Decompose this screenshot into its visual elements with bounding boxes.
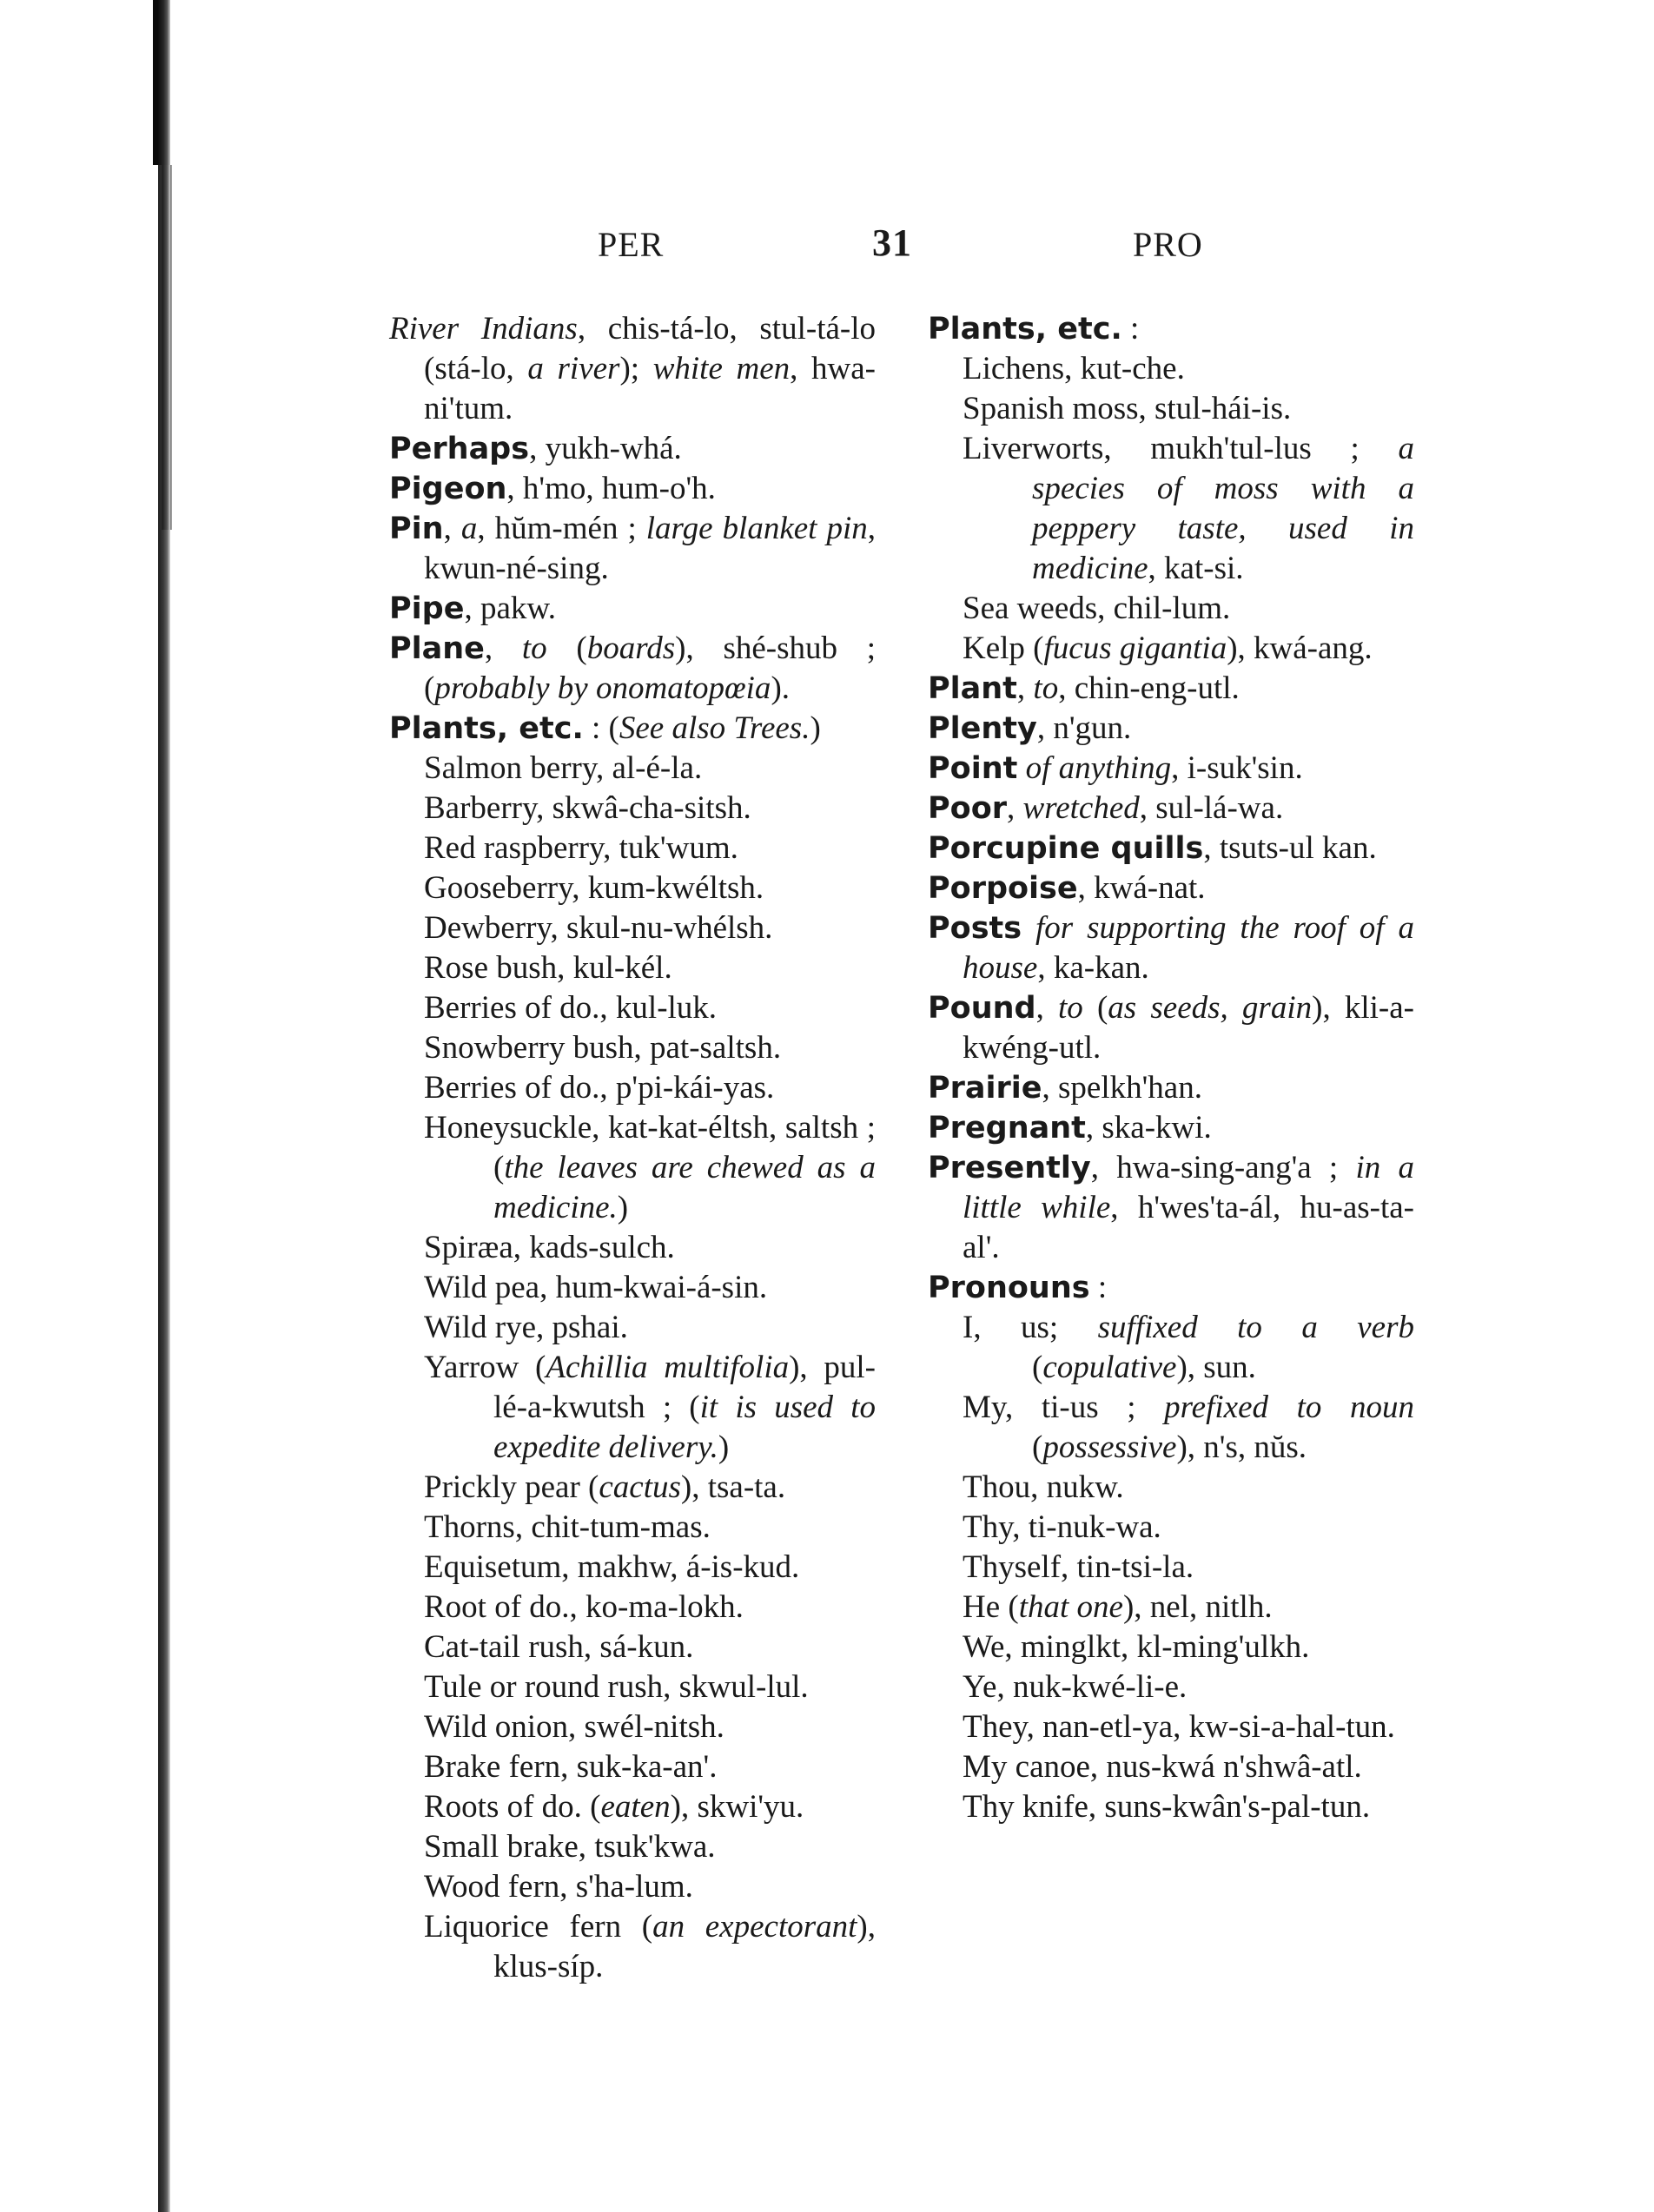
entry-text: Berries of do., kul-luk. — [424, 990, 718, 1026]
sub-entry — [389, 1068, 876, 1108]
entry-text: , kwá-nat. — [1077, 870, 1206, 906]
entry-text: , kat-si. — [1148, 551, 1244, 586]
entry-text: Small brake, tsuk'kwa. — [424, 1829, 716, 1865]
entry-text: Brake fern, suk-ka-an'. — [424, 1749, 718, 1785]
headword: Pin — [389, 512, 444, 546]
headword: Porcupine quills — [928, 831, 1204, 866]
sub-entry — [389, 789, 876, 829]
entry-text: , yukh-whá. — [529, 431, 682, 466]
entry-text: Barberry, skwâ-cha-sitsh. — [424, 790, 751, 826]
italic-text: probably by onomatopœia — [434, 670, 771, 706]
italic-text: wretched — [1022, 790, 1140, 826]
headword: Point — [928, 751, 1018, 786]
entry-text: Equisetum, makhw, á-is-kud. — [424, 1549, 800, 1585]
italic-text: a river — [527, 351, 620, 386]
entry-text: , pakw. — [464, 591, 556, 626]
entry-text: , i-suk'sin. — [1171, 750, 1303, 786]
entry-text: Berries of do., p'pi-kái-yas. — [424, 1070, 775, 1106]
entry-text: ), kli-a-kwéng-utl. — [963, 990, 1414, 1066]
italic-text: River Indians — [389, 311, 578, 347]
entry-text: Thy, ti-nuk-wa. — [963, 1509, 1161, 1545]
entry-text: Dewberry, skul-nu-whélsh. — [424, 910, 773, 946]
sub-entry — [389, 1907, 876, 1987]
sub-entry — [389, 908, 876, 948]
italic-text: that one — [1018, 1589, 1123, 1625]
sub-entry — [389, 1548, 876, 1588]
italic-text: in a little while — [963, 1150, 1415, 1225]
italic-text: of anything — [1025, 750, 1172, 786]
dictionary-entry — [928, 709, 1414, 749]
dictionary-entry — [928, 1268, 1414, 1308]
sub-entry — [389, 1028, 876, 1068]
entry-text: Salmon berry, al-é-la. — [424, 750, 703, 786]
dictionary-entry — [928, 1108, 1414, 1148]
headword: Pipe — [389, 591, 465, 626]
entry-text: , spelkh'han. — [1042, 1070, 1202, 1106]
binding-edge — [158, 0, 170, 2212]
right-column — [928, 309, 1414, 1827]
headword: Plane — [389, 631, 485, 666]
dictionary-entry — [928, 749, 1414, 789]
entry-text: : — [1121, 311, 1140, 347]
entry-text: My canoe, nus-kwá n'shwâ-atl. — [963, 1749, 1362, 1785]
entry-text: , h'wes'ta-ál, hu-as-ta-al'. — [963, 1190, 1414, 1265]
sub-entry — [928, 349, 1414, 389]
entry-text: Yarrow ( — [424, 1350, 546, 1385]
dictionary-entry — [928, 988, 1414, 1068]
entry-text: ). — [771, 670, 791, 706]
entry-text: Ye, nuk-kwé-li-e. — [963, 1669, 1188, 1705]
entry-text: Liquorice fern ( — [424, 1909, 653, 1945]
dictionary-entry — [389, 709, 876, 749]
continued-entry — [389, 309, 876, 429]
dictionary-entry — [928, 829, 1414, 868]
entry-text: Kelp ( — [963, 631, 1044, 666]
entry-text: ), n's, nŭs. — [1176, 1430, 1307, 1465]
entry-text: Wood fern, s'ha-lum. — [424, 1869, 693, 1905]
sub-entry — [389, 1827, 876, 1867]
entry-text: ( — [1082, 990, 1108, 1026]
entry-text: Root of do., ko-ma-lokh. — [424, 1589, 744, 1625]
dictionary-entry — [928, 908, 1414, 988]
sub-entry — [389, 868, 876, 908]
sub-entry — [928, 1628, 1414, 1667]
headword: Pregnant — [928, 1111, 1086, 1146]
headword: Porpoise — [928, 871, 1078, 906]
sub-entry — [928, 1787, 1414, 1827]
entry-text: Spanish moss, stul-hái-is. — [963, 391, 1292, 426]
entry-text: Wild rye, pshai. — [424, 1310, 628, 1345]
entry-text: , hwa-sing-ang'a ; — [1090, 1150, 1356, 1185]
italic-text: eaten — [600, 1789, 671, 1825]
headword: Perhaps — [389, 432, 530, 466]
dictionary-entry — [928, 1068, 1414, 1108]
sub-entry — [389, 988, 876, 1028]
entry-text: , kwun-né-sing. — [424, 511, 876, 586]
sub-entry — [389, 1867, 876, 1907]
entry-text: ), pul-lé-a-kwutsh ; ( — [493, 1350, 876, 1425]
entry-text: : — [1089, 1270, 1108, 1305]
entry-text: : ( — [583, 710, 619, 746]
sub-entry — [928, 629, 1414, 669]
headword: Prairie — [928, 1071, 1042, 1106]
entry-text: Rose bush, kul-kél. — [424, 950, 672, 986]
sub-entry — [928, 1388, 1414, 1468]
entry-text: , ka-kan. — [1037, 950, 1149, 986]
entry-text: Thy knife, suns-kwân's-pal-tun. — [963, 1789, 1371, 1825]
dictionary-entry — [928, 1148, 1414, 1268]
italic-text: boards — [586, 631, 676, 666]
italic-text: prefixed to noun — [1164, 1390, 1414, 1425]
sub-entry — [928, 1508, 1414, 1548]
italic-text: possessive — [1042, 1430, 1177, 1465]
entry-text: ), tsa-ta. — [680, 1469, 786, 1505]
italic-text: to — [1058, 990, 1083, 1026]
entry-text: , n'gun. — [1036, 710, 1132, 746]
entry-text: Gooseberry, kum-kwéltsh. — [424, 870, 764, 906]
entry-text — [1017, 750, 1025, 786]
entry-text: My, ti-us ; — [963, 1390, 1165, 1425]
sub-entry — [928, 1588, 1414, 1628]
dictionary-entry — [928, 669, 1414, 709]
italic-text: to — [1033, 670, 1059, 706]
entry-text: Thou, nukw. — [963, 1469, 1124, 1505]
italic-text: large blanket pin — [645, 511, 868, 546]
sub-entry — [389, 1628, 876, 1667]
entry-text: ( — [546, 631, 587, 666]
dictionary-entry — [389, 629, 876, 709]
sub-entry — [389, 749, 876, 789]
sub-entry — [928, 1548, 1414, 1588]
entry-text: , hwa-ni'tum. — [424, 351, 876, 426]
entry-text: Honeysuckle, kat-kat-éltsh, saltsh ; ( — [424, 1110, 876, 1185]
entry-text: Sea weeds, chil-lum. — [963, 591, 1231, 626]
headword: Posts — [928, 911, 1022, 946]
dictionary-entry — [389, 589, 876, 629]
entry-text: I, us; — [963, 1310, 1098, 1345]
headword: Plenty — [928, 711, 1037, 746]
sub-entry — [389, 1747, 876, 1787]
entry-text: Red raspberry, tuk'wum. — [424, 830, 738, 866]
sub-entry — [389, 1588, 876, 1628]
sub-entry — [389, 1348, 876, 1468]
headword: Pigeon — [389, 472, 507, 506]
entry-text: , chis-tá-lo, stul-tá-lo (stá-lo, — [424, 311, 876, 386]
italic-text: an expectorant — [652, 1909, 857, 1945]
entry-text: ); — [619, 351, 653, 386]
entry-text: Prickly pear ( — [424, 1469, 599, 1505]
sub-entry — [389, 1667, 876, 1707]
sub-entry — [389, 1308, 876, 1348]
entry-text: Roots of do. ( — [424, 1789, 601, 1825]
entry-text: ), nel, nitlh. — [1122, 1589, 1273, 1625]
dictionary-entry — [928, 309, 1414, 349]
entry-text — [1022, 910, 1035, 946]
dictionary-entry — [928, 789, 1414, 829]
sub-entry — [928, 1707, 1414, 1747]
running-head-right: PRO — [1133, 225, 1203, 264]
dictionary-entry — [389, 469, 876, 509]
italic-text: a — [460, 511, 478, 546]
dictionary-entry — [928, 868, 1414, 908]
entry-text: , — [484, 631, 522, 666]
entry-text: , ska-kwi. — [1085, 1110, 1212, 1146]
page-number: 31 — [872, 221, 912, 264]
italic-text: Achillia multifolia — [546, 1350, 790, 1385]
sub-entry — [389, 1268, 876, 1308]
sub-entry — [389, 1707, 876, 1747]
entry-text: , hŭm-mén ; — [477, 511, 646, 546]
sub-entry — [389, 829, 876, 868]
entry-text: Wild pea, hum-kwai-á-sin. — [424, 1270, 768, 1305]
entry-text: He ( — [963, 1589, 1019, 1625]
entry-text: ) — [718, 1430, 730, 1465]
italic-text: the leaves are chewed as a medicine. — [493, 1150, 876, 1225]
sub-entry — [389, 1468, 876, 1508]
left-column — [389, 309, 876, 1987]
entry-text: ), shé-shub ; ( — [424, 631, 876, 706]
sub-entry — [389, 948, 876, 988]
entry-text: Tule or round rush, skwul-lul. — [424, 1669, 809, 1705]
italic-text: cactus — [599, 1469, 681, 1505]
italic-text: a species of moss with a peppery taste, used in medicine — [1032, 431, 1414, 586]
italic-text: it is used to expedite delivery. — [493, 1390, 876, 1465]
headword: Plants, etc. — [389, 711, 584, 746]
dictionary-entry — [389, 429, 876, 469]
headword: Presently — [928, 1151, 1091, 1185]
sub-entry — [928, 589, 1414, 629]
entry-text: ), klus-síp. — [493, 1909, 876, 1984]
entry-text: Thyself, tin-tsi-la. — [963, 1549, 1194, 1585]
italic-text: suffixed to a verb — [1097, 1310, 1415, 1345]
headword: Plants, etc. — [928, 312, 1122, 347]
italic-text: to — [521, 631, 547, 666]
entry-text: , sul-lá-wa. — [1139, 790, 1284, 826]
italic-text: See also Trees. — [619, 710, 810, 746]
entry-text: Liverworts, mukh'tul-lus ; — [963, 431, 1399, 466]
italic-text: as seeds, grain — [1108, 990, 1313, 1026]
entry-text: Snowberry bush, pat-saltsh. — [424, 1030, 782, 1066]
entry-text: , — [1016, 670, 1034, 706]
entry-text: , — [1007, 790, 1023, 826]
entry-text: , — [1035, 990, 1059, 1026]
entry-text: Spiræa, kads-sulch. — [424, 1230, 675, 1265]
sub-entry — [389, 1787, 876, 1827]
sub-entry — [928, 1468, 1414, 1508]
dictionary-entry — [389, 509, 876, 589]
entry-text: , chin-eng-utl. — [1058, 670, 1240, 706]
italic-text: fucus gigantia — [1043, 631, 1227, 666]
entry-text: ) — [617, 1190, 629, 1225]
headword: Plant — [928, 671, 1017, 706]
italic-text: copulative — [1042, 1350, 1177, 1385]
headword: Pound — [928, 991, 1036, 1026]
sub-entry — [928, 1308, 1414, 1388]
sub-entry — [389, 1508, 876, 1548]
entry-text: ), skwi'yu. — [670, 1789, 804, 1825]
italic-text: white men — [652, 351, 791, 386]
entry-text: ( — [1032, 1350, 1043, 1385]
entry-text: Thorns, chit-tum-mas. — [424, 1509, 711, 1545]
entry-text: They, nan-etl-ya, kw-si-a-hal-tun. — [963, 1709, 1395, 1745]
sub-entry — [389, 1228, 876, 1268]
entry-text: , — [443, 511, 461, 546]
entry-text: Cat-tail rush, sá-kun. — [424, 1629, 694, 1665]
entry-text: ) — [810, 710, 821, 746]
entry-text: Lichens, kut-che. — [963, 351, 1185, 386]
entry-text: , tsuts-ul kan. — [1203, 830, 1377, 866]
sub-entry — [928, 389, 1414, 429]
entry-text: , h'mo, hum-o'h. — [506, 471, 716, 506]
headword: Poor — [928, 791, 1008, 826]
entry-text: We, minglkt, kl-ming'ulkh. — [963, 1629, 1310, 1665]
entry-text: ( — [1032, 1430, 1043, 1465]
sub-entry — [928, 429, 1414, 589]
italic-text: for supporting the roof of a house — [963, 910, 1415, 986]
sub-entry — [389, 1108, 876, 1228]
entry-text: ), kwá-ang. — [1227, 631, 1373, 666]
sub-entry — [928, 1667, 1414, 1707]
entry-text: Wild onion, swél-nitsh. — [424, 1709, 724, 1745]
running-head-left: PER — [598, 225, 665, 264]
headword: Pronouns — [928, 1271, 1090, 1305]
entry-text: ), sun. — [1176, 1350, 1256, 1385]
sub-entry — [928, 1747, 1414, 1787]
